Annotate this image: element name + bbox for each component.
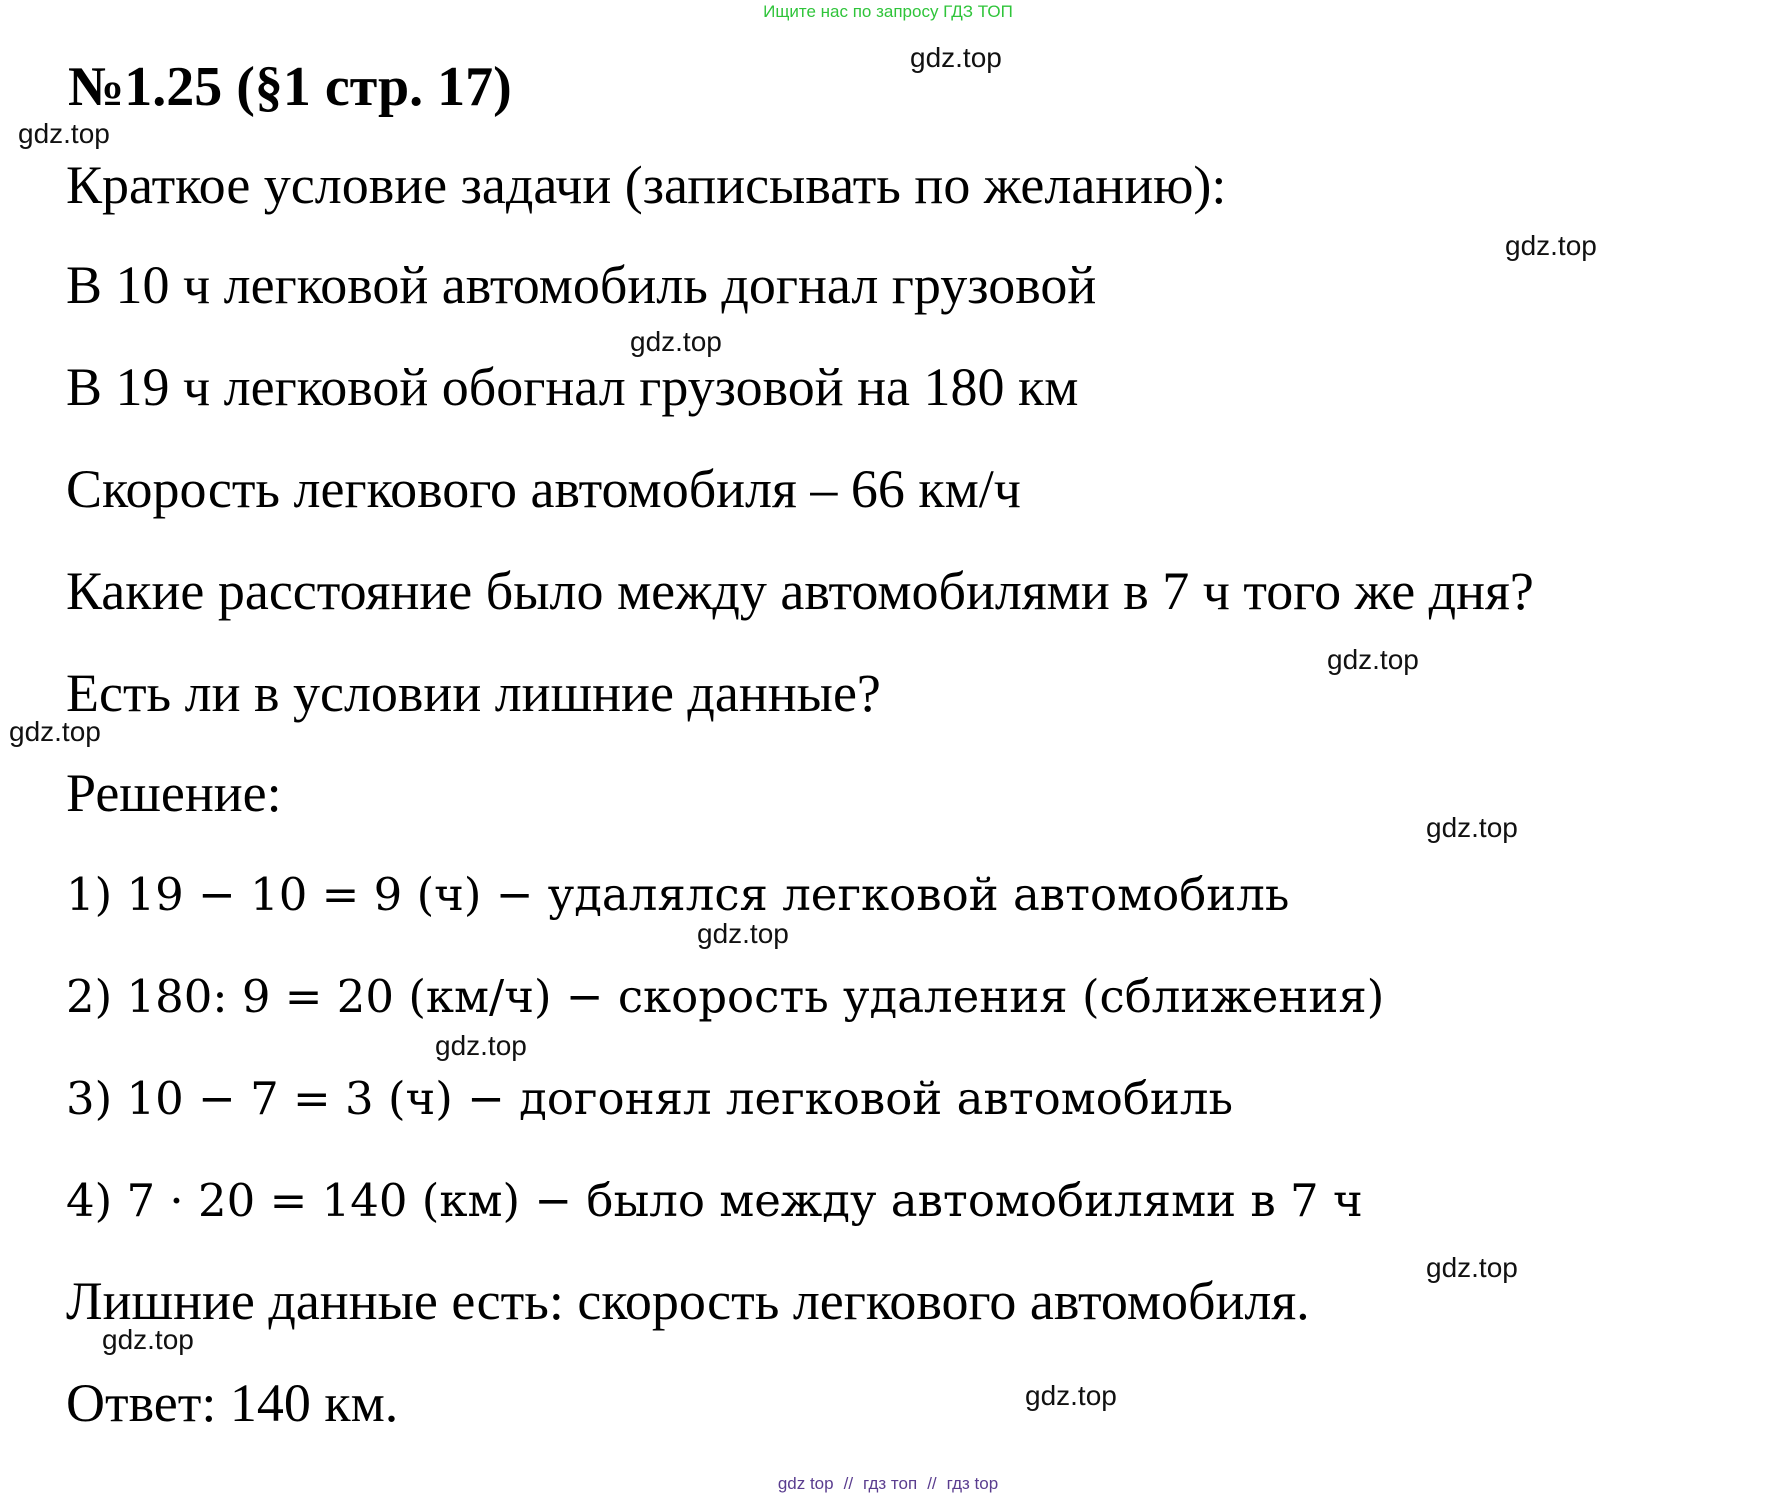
watermark: gdz.top [9,716,101,747]
condition-question: Какие расстояние было между автомобилями в 7 ч того же дня? [66,561,1534,621]
watermark: gdz.top [1426,1252,1518,1283]
watermark: gdz.top [1505,230,1597,261]
link-separator: // [927,1474,937,1493]
bottom-links [0,1474,1776,1494]
solution-step: 1) 19 − 10 = 9 (ч) − удалялся легковой автомобиль [66,868,1290,921]
solution-step: 4) 7 · 20 = 140 (км) − было между автомобилями в 7 ч [66,1174,1363,1227]
condition-line: Скорость легкового автомобиля – 66 км/ч [66,459,1021,519]
watermark: gdz.top [435,1030,527,1061]
watermark: gdz.top [1025,1380,1117,1411]
bottom-link-gdz-top-ru[interactable]: гдз топ [863,1474,918,1493]
watermark: gdz.top [1327,644,1419,675]
solution-heading: Решение: [66,763,282,823]
condition-question: Есть ли в условии лишние данные? [66,663,881,723]
watermark: gdz.top [1426,812,1518,843]
condition-line: В 10 ч легковой автомобиль догнал грузовой [66,255,1097,315]
condition-heading: Краткое условие задачи (записывать по желанию): [66,155,1227,215]
solution-step: 3) 10 − 7 = 3 (ч) − догонял легковой автомобиль [66,1072,1234,1125]
link-separator: // [843,1474,854,1493]
watermark: gdz.top [910,42,1002,73]
bottom-link-gdz-top-mixed[interactable]: гдз top [946,1474,999,1493]
watermark: gdz.top [18,118,110,149]
condition-line: В 19 ч легковой обогнал грузовой на 180 км [66,357,1079,417]
page-title: №1.25 (§1 стр. 17) [68,56,512,118]
answer: Ответ: 140 км. [66,1373,399,1433]
watermark: gdz.top [697,918,789,949]
watermark: gdz.top [630,326,722,357]
solution-note: Лишние данные есть: скорость легкового автомобиля. [66,1271,1310,1331]
watermark: gdz.top [102,1324,194,1355]
top-banner[interactable]: Ищите нас по запросу ГДЗ ТОП [763,2,1013,21]
bottom-link-gdz-top[interactable]: gdz top [777,1474,834,1493]
solution-step: 2) 180: 9 = 20 (км/ч) − скорость удаления (сближения) [66,970,1385,1023]
